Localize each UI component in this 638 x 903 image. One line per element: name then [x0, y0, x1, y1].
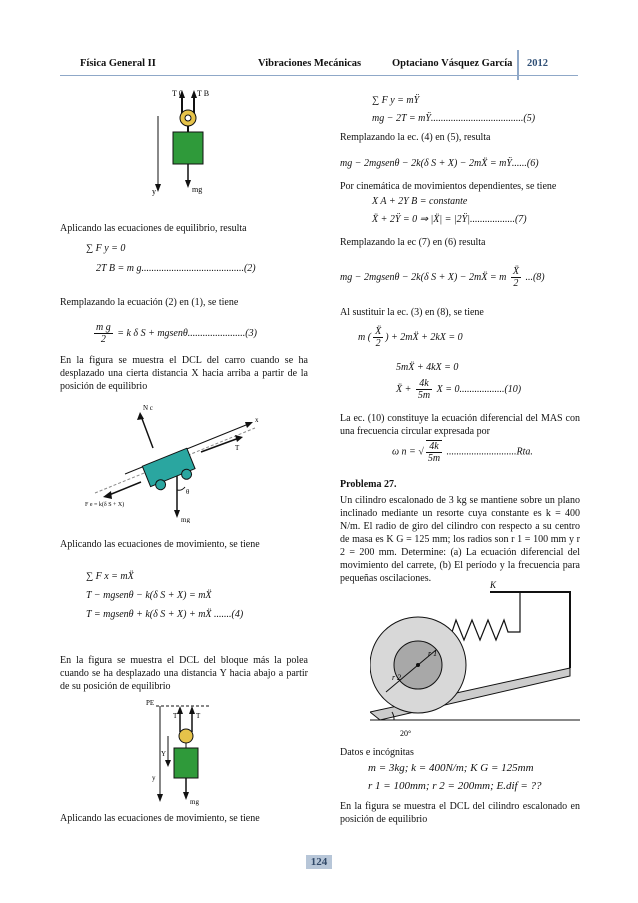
fig3-pe: PE — [146, 699, 155, 707]
left-eq3-den: 2 — [100, 334, 106, 345]
fig2-x: x — [255, 416, 259, 424]
right-eq7a: X A + 2Y B = constante — [372, 196, 468, 207]
fig3-y: y — [152, 774, 156, 782]
header-year: 2012 — [527, 58, 548, 69]
right-p8: En la figura se muestra el DCL del cilindro escalonado en posición de equilibrio — [340, 801, 580, 825]
left-eq4b: T − mgsenθ − k(δ S + X) = mẌ — [86, 590, 212, 601]
left-eq3-rest: = k δ S + mgsenθ.......................(3) — [117, 327, 257, 339]
fig3-t1: T — [173, 712, 178, 720]
left-p2: Remplazando la ecuación (2) en (1), se tiene — [60, 297, 239, 308]
right-eq9a-rest: + 2mẌ + 2kX = 0 — [391, 331, 463, 343]
right-p6: Un cilindro escalonado de 3 kg se mantiene sobre un plano inclinado mediante un resorte cuya constante es k = 400 N/m. El radio de giro del cilindro con respecto a su centro de masa es K G = 125 mm; los radios son r 1 = 100 mm y r 2 = 200 mm. Determine: (a) La ecuación diferencial del movimiento del carrete, (b) El período y la frecuencia para pequeñas oscilaciones. — [340, 495, 580, 584]
left-eq3-num: m g — [96, 322, 111, 333]
right-p1: Remplazando la ec. (4) en (5), resulta — [340, 132, 491, 143]
right-eq8-tail: ...(8) — [525, 271, 545, 283]
left-p5: En la figura se muestra el DCL del bloque más la polea cuando se ha desplazado una distancia Y hacia abajo a partir de su posición de equilibrio — [60, 655, 308, 692]
left-eq1a: ∑ F y = 0 — [86, 243, 126, 254]
right-omega-den: 5m — [427, 453, 441, 464]
fig3-mg: mg — [190, 798, 199, 806]
left-eq3 — [92, 322, 257, 345]
page-number: 124 — [306, 855, 332, 869]
right-eq5a: ∑ F y = mŸ — [372, 95, 420, 106]
fig2-theta: θ — [186, 488, 190, 496]
fig1-y: y — [152, 187, 156, 196]
right-eq9c-den: 5m — [417, 390, 431, 401]
right-eq6: mg − 2mgsenθ − 2k(δ S + X) − 2mẌ = mŸ......(6) — [340, 158, 539, 169]
right-eq9a-num: Ẍ — [375, 326, 382, 337]
right-eq9c-b: X = 0..................(10) — [436, 383, 522, 395]
right-eq9c — [396, 378, 521, 401]
right-omega-tail: ............................Rta. — [446, 446, 533, 458]
left-eq1b: 2T B = m g.........................................(2) — [96, 263, 256, 274]
right-eq8-num: Ẍ — [512, 266, 519, 277]
right-eq9b: 5mẌ + 4kX = 0 — [396, 362, 459, 373]
fig2-n: N c — [143, 404, 153, 412]
right-eq9c-num: 4k — [416, 378, 432, 390]
fig1-mg: mg — [192, 185, 203, 194]
left-p6: Aplicando las ecuaciones de movimiento, se tiene — [60, 813, 260, 824]
right-eq5b: mg − 2T = mŸ.....................................(5) — [372, 113, 536, 124]
figure-pulley-block — [140, 696, 250, 808]
right-eq9a-den: 2 — [375, 338, 381, 349]
right-eq8 — [340, 266, 545, 289]
header-topic: Vibraciones Mecánicas — [258, 58, 362, 69]
fig1-t0: T 0 — [172, 89, 183, 98]
left-eq4c: T = mgsenθ + k(δ S + X) + mẌ .......(4) — [86, 609, 244, 620]
right-eq9a-m: m — [358, 331, 366, 343]
fig1-tb: T B — [197, 89, 210, 98]
right-p4: Al sustituir la ec. (3) en (8), se tiene — [340, 307, 484, 318]
right-eq7b: Ẍ + 2Ÿ = 0 ⇒ |Ẍ| = |2Ÿ|..................(7) — [372, 214, 527, 225]
right-data2: r 1 = 100mm; r 2 = 200mm; E.dif = ?? — [368, 780, 542, 792]
fig2-t: T — [235, 444, 240, 452]
fig4-r1: r 1 — [428, 649, 438, 658]
figure-block-pulley — [150, 86, 250, 196]
left-p4: Aplicando las ecuaciones de movimiento, se tiene — [60, 539, 260, 550]
right-data1: m = 3kg; k = 400N/m; K G = 125mm — [368, 762, 534, 774]
header-author: Optaciano Vásquez García — [392, 58, 513, 69]
right-omega: ω n = √ $\frac{4k}{5m}$ ............................Rta. — [392, 441, 533, 464]
fig4-r2: r 2 — [392, 673, 402, 682]
right-eq8-left: mg − 2mgsenθ − 2k(δ S + X) − 2mẌ = m — [340, 271, 507, 283]
header-course: Física General II — [80, 58, 156, 69]
left-p1: Aplicando las ecuaciones de equilibrio, resulta — [60, 223, 247, 234]
right-omega-lhs: ω n = — [392, 446, 416, 458]
fig3-yy: Y — [161, 750, 167, 758]
figure-cart-incline — [85, 398, 265, 523]
fig4-angle: 20° — [400, 729, 412, 738]
fig2-mg: mg — [181, 516, 190, 523]
right-eq9c-a: Ẍ + — [396, 383, 412, 395]
right-p2: Por cinemática de movimientos dependientes, se tiene — [340, 181, 557, 192]
left-p3: En la figura se muestra el DCL del carro cuando se ha desplazado una cierta distancia X hacia arriba a partir de la posición de equilibrio — [60, 355, 308, 392]
right-p7: Datos e incógnitas — [340, 747, 414, 758]
right-p5: La ec. (10) constituye la ecuación diferencial del MAS con una frecuencia circular expresada por — [340, 413, 580, 437]
fig2-fe: F e = k(δ S + X) — [85, 502, 125, 508]
fig4-k: K — [490, 580, 497, 590]
problem-title: Problema 27. — [340, 479, 397, 490]
fig3-t2: T — [196, 712, 201, 720]
right-eq9a: m ( $\frac{\text{Ẍ}}{2}$ ) + 2mẌ + 2kX = 0 — [358, 326, 463, 349]
right-eq8-den: 2 — [513, 278, 519, 289]
right-p3: Remplazando la ec (7) en (6) resulta — [340, 237, 486, 248]
header-rule — [60, 75, 578, 76]
left-eq4a: ∑ F x = mẌ — [86, 571, 134, 582]
figure-stepped-cylinder — [370, 580, 580, 740]
right-omega-num: 4k — [426, 441, 442, 453]
